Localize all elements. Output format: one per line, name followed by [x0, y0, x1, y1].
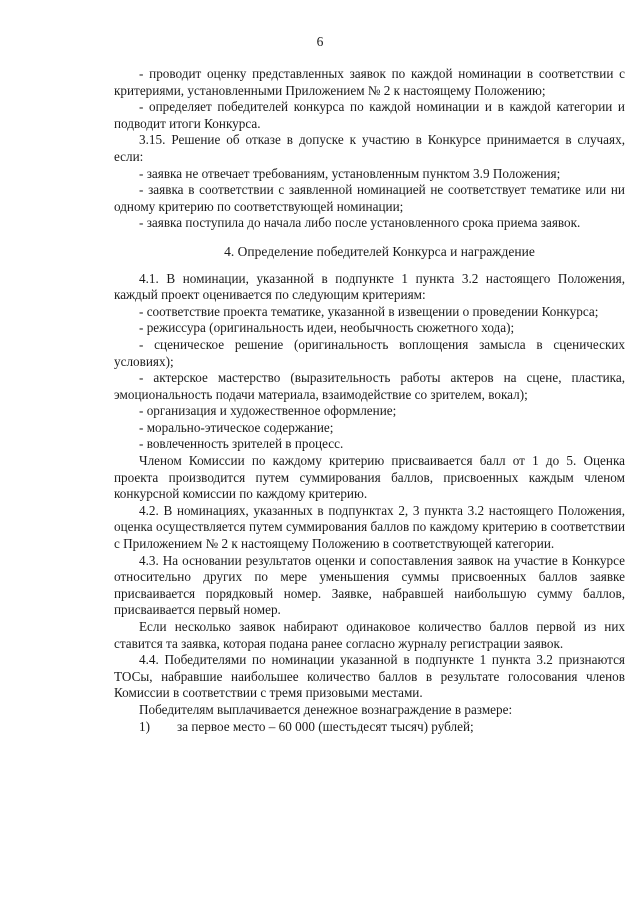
paragraph: Членом Комиссии по каждому критерию присваивается балл от 1 до 5. Оценка проекта производится путем суммирования баллов, присвоенных каждым членом конкурсной комиссии по каждому критерию. — [114, 453, 625, 502]
numbered-list-item — [114, 719, 625, 736]
paragraph: - режиссура (оригинальность идеи, необычность сюжетного хода); — [139, 320, 515, 336]
paragraph: - определяет победителей конкурса по каждой номинации и в каждой категории и подводит итоги Конкурса. — [114, 99, 625, 131]
paragraph: - заявка в соответствии с заявленной номинацией не соответствует тематике или ни одному критерию по соответствующей номинации; — [114, 182, 625, 214]
paragraph: 4.1. В номинации, указанной в подпункте 1 пункта 3.2 настоящего Положения, каждый проект оценивается по следующим критериям: — [114, 270, 625, 303]
list-item-number: 1) — [139, 718, 150, 734]
paragraph: 4.4. Победителями по номинации указанной в подпункте 1 пункта 3.2 признаются ТОСы, набравшие наибольшее количество баллов в результате голосования членов Комиссии в соответствии с тремя призовыми местами. — [114, 652, 625, 701]
paragraph: - заявка поступила до начала либо после установленного срока приема заявок. — [139, 215, 581, 231]
paragraph: - сценическое решение (оригинальность воплощения замысла в сценических условиях); — [114, 336, 625, 369]
paragraph: Если несколько заявок набирают одинаковое количество баллов первой из них ставится та заявка, которая подана ранее согласно журналу регистрации заявок. — [114, 619, 625, 651]
paragraph: 3.15. Решение об отказе в допуске к участию в Конкурсе принимается в случаях, если: — [114, 132, 625, 164]
paragraph: - вовлеченность зрителей в процесс. — [139, 436, 344, 452]
section-heading: 4. Определение победителей Конкурса и награждение — [224, 243, 535, 259]
paragraph: 4.2. В номинациях, указанных в подпунктах 2, 3 пункта 3.2 настоящего Положения, оценка осуществляется путем суммирования баллов по каждому критерию в соответствии с Приложением № 2 к настоящему Положению в соответствующей категории. — [114, 502, 625, 552]
paragraph: - заявка не отвечает требованиям, установленным пунктом 3.9 Положения; — [139, 165, 561, 181]
paragraph: Победителям выплачивается денежное вознаграждение в размере: — [139, 701, 513, 717]
page-number: 6 — [316, 34, 324, 49]
paragraph: - соответствие проекта тематике, указанной в извещении о проведении Конкурса; — [139, 303, 599, 319]
paragraph: - проводит оценку представленных заявок по каждой номинации в соответствии с критериями, установленными Приложением № 2 к настоящему Положению; — [114, 66, 625, 98]
paragraph: - организация и художественное оформление; — [139, 403, 397, 419]
document-body — [114, 66, 625, 735]
paragraph: 4.3. На основании результатов оценки и сопоставления заявок на участие в Конкурсе относительно других по мере уменьшения суммы присвоенных баллов заявке присваивается порядковый номер. Заявке, набравшей наибольшую сумму баллов, присваивается первый номер. — [114, 552, 625, 618]
paragraph: - актерское мастерство (выразительность работы актеров на сцене, пластика, эмоциональность подачи материала, взаимодействие со зрителем, вокал); — [114, 370, 625, 402]
list-item-text: за первое место – 60 000 (шестьдесят тысяч) рублей; — [177, 718, 474, 734]
paragraph: - морально-этическое содержание; — [139, 419, 334, 435]
